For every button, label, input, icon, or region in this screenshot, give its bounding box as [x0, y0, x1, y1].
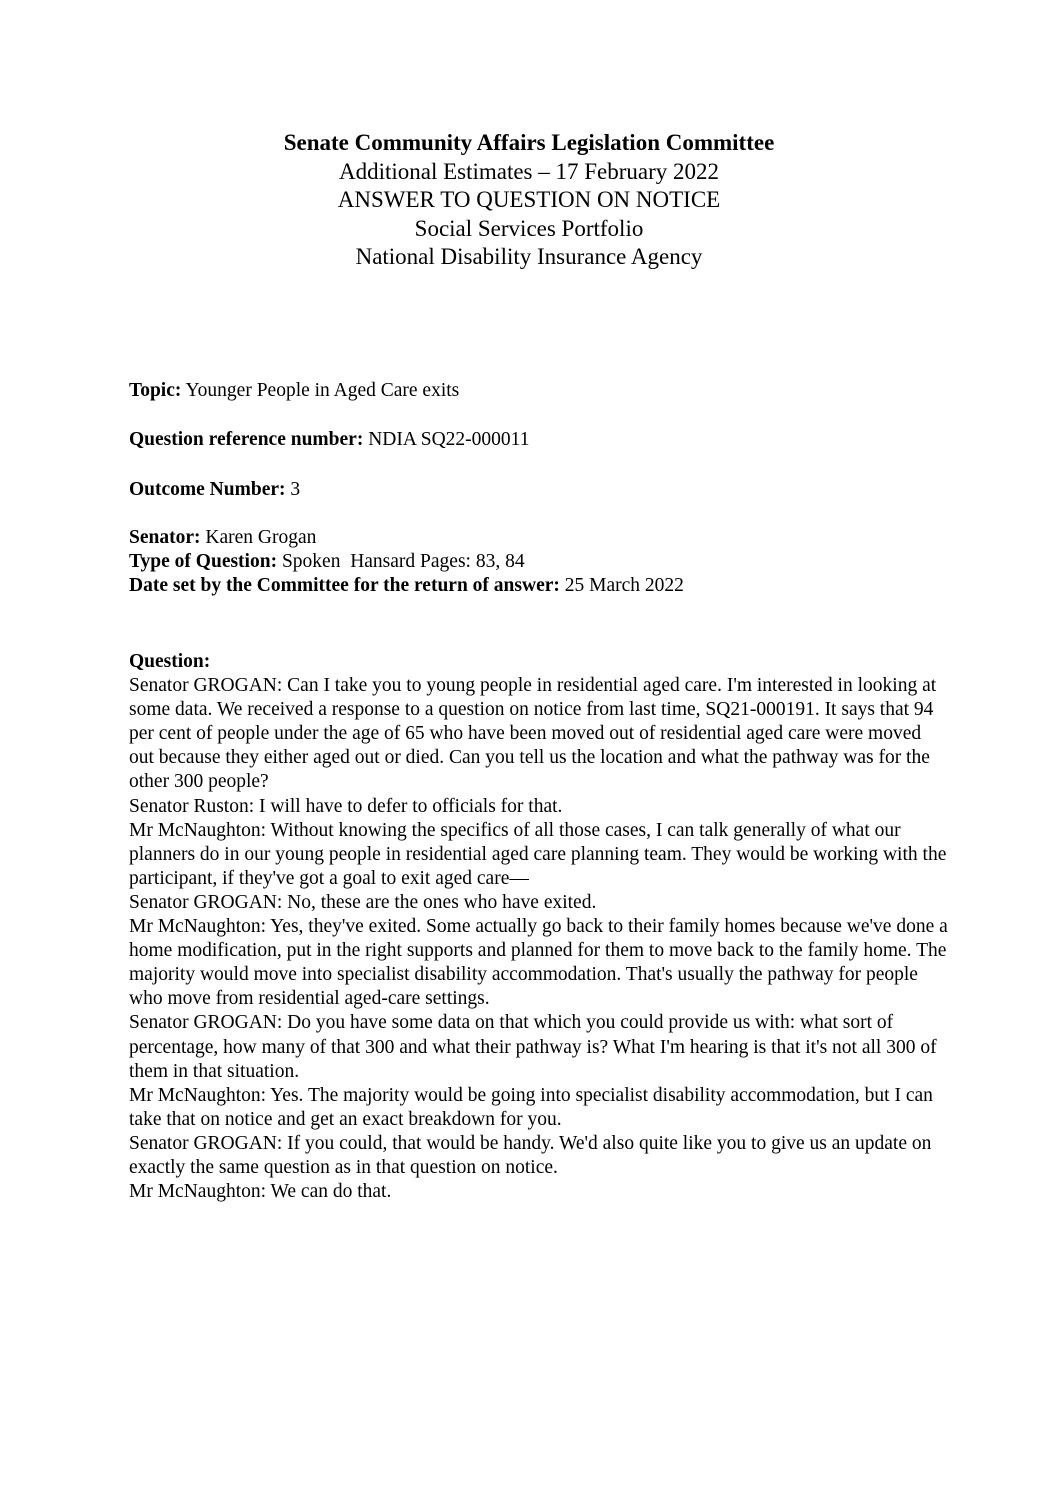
transcript-paragraph: Mr McNaughton: Without knowing the specifics of all those cases, I can talk generally of what our planners do in our young people in residential aged care planning team. They would be working with the participant, if they've got a goal to exit aged care—	[129, 819, 947, 889]
reference-value: NDIA SQ22-000011	[363, 429, 530, 450]
return-date-label: Date set by the Committee for the return of answer:	[129, 575, 560, 596]
estimates-line: Additional Estimates – 17 February 2022	[338, 158, 720, 184]
committee-title: Senate Community Affairs Legislation Committee	[283, 130, 775, 155]
transcript	[129, 674, 949, 1204]
outcome-line	[129, 478, 1009, 502]
senator-value: Karen Grogan	[200, 527, 317, 548]
question-type-label: Type of Question:	[129, 551, 278, 572]
transcript-paragraph: Mr McNaughton: Yes, they've exited. Some actually go back to their family homes because we've done a home modification, put in the right supports and planned for them to move back to the family home. The majority would move into specialist disability accommodation. That's usually the pathway for people who move from residential aged-care settings.	[129, 916, 948, 1010]
return-date-line	[129, 574, 1009, 598]
transcript-paragraph: Senator GROGAN: Can I take you to young people in residential aged care. I'm interested in looking at some data. We received a response to a question on notice from last time, SQ21-000191. It says that 94 per cent of people under the age of 65 who have been moved out of residential aged care were moved out because they either aged out or died. Can you tell us the location and what the pathway was for the other 300 people?	[129, 675, 937, 793]
transcript-paragraph: Mr McNaughton: We can do that.	[129, 1181, 392, 1203]
senator-label: Senator:	[129, 527, 201, 548]
outcome-label: Outcome Number:	[129, 479, 286, 500]
topic-line	[129, 379, 1009, 403]
question-heading: Question:	[129, 651, 211, 672]
transcript-paragraph: Mr McNaughton: Yes. The majority would be going into specialist disability accommodation, but I can take that on notice and get an exact breakdown for you.	[129, 1084, 933, 1130]
outcome-value: 3	[285, 479, 301, 500]
topic-label: Topic:	[129, 380, 182, 401]
question-type-value: Spoken Hansard Pages: 83, 84	[277, 551, 525, 572]
portfolio-line: Social Services Portfolio	[414, 215, 644, 241]
return-date-value: 25 March 2022	[559, 575, 684, 596]
transcript-paragraph: Senator GROGAN: If you could, that would be handy. We'd also quite like you to give us an update on exactly the same question as in that question on notice.	[129, 1132, 932, 1178]
transcript-paragraph: Senator Ruston: I will have to defer to officials for that.	[129, 795, 563, 817]
question-type-line	[129, 550, 1009, 574]
transcript-paragraph: Senator GROGAN: No, these are the ones who have exited.	[129, 891, 597, 913]
senator-line	[129, 526, 1009, 550]
document-header	[0, 129, 1058, 272]
reference-line	[129, 428, 1009, 452]
question-section	[129, 650, 949, 1204]
agency-line: National Disability Insurance Agency	[355, 244, 703, 269]
topic-value: Younger People in Aged Care exits	[181, 380, 460, 401]
transcript-paragraph: Senator GROGAN: Do you have some data on that which you could provide us with: what sort of percentage, how many of that 300 and what their pathway is? What I'm hearing is that it's not all 300 of them in that situation.	[129, 1012, 937, 1082]
answer-type-line: ANSWER TO QUESTION ON NOTICE	[337, 187, 721, 212]
reference-label: Question reference number:	[129, 429, 364, 450]
